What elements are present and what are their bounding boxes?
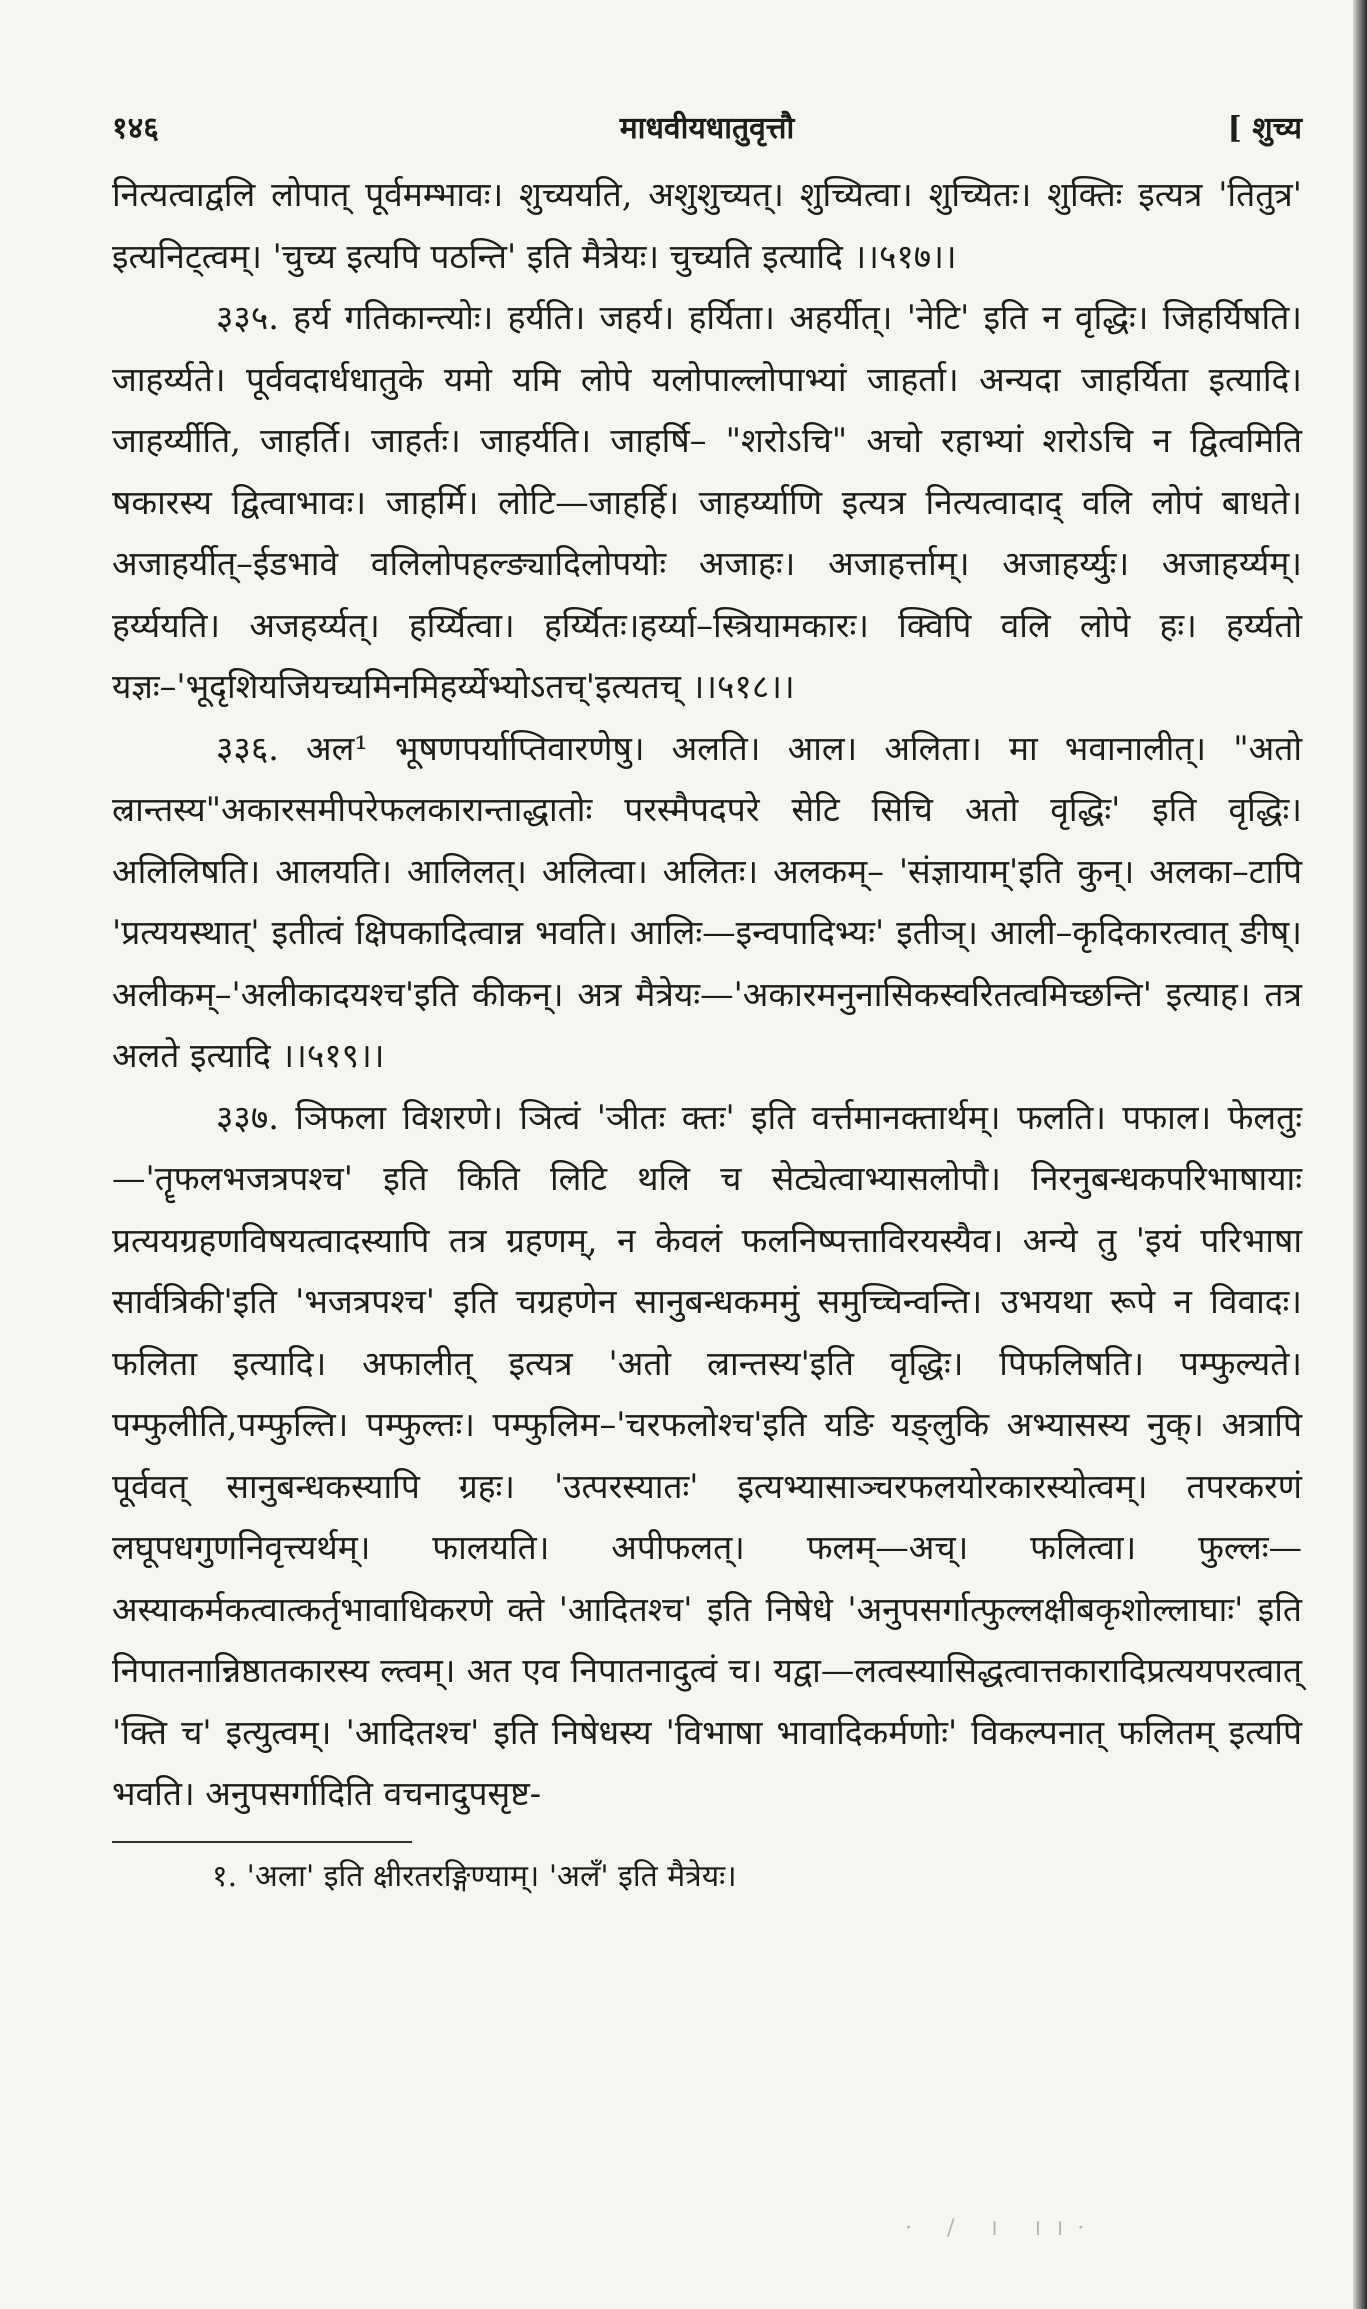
paragraph-entry-337: ३३७. ञिफला विशरणे। ञित्वं 'ञीतः क्तः' इति वर्त्तमानक्तार्थम्। फलति। पफाल। फेलतुः—'तॄफलभजत्रपश्च' इति किति लिटि थलि च सेट्येत्वाभ्यासलोपौ। निरनुबन्धकपरिभाषायाः प्रत्ययग्रहणविषयत्वादस्यापि तत्र ग्रहणम्, न केवलं फलनिष्पत्ताविरयस्यैव। अन्ये तु 'इयं परिभाषा सार्वत्रिकी'इति 'भजत्रपश्च' इति चग्रहणेन सानुबन्धकममुं समुच्चिन्वन्ति। उभयथा रूपे न विवादः। फलिता इत्यादि। अफालीत् इत्यत्र 'अतो ल्रान्तस्य'इति वृद्धिः। पिफलिषति। पम्फुल्यते। पम्फुलीति,पम्फुल्ति। पम्फुल्तः। पम्फुलिम–'चरफलोश्च'इति यङि यङ्लुकि अभ्यासस्य नुक्। अत्रापि पूर्ववत् सानुबन्धकस्यापि ग्रहः। 'उत्परस्यातः' इत्यभ्यासाञ्चरफलयोरकारस्योत्वम्। तपरकरणं लघूपधगुणनिवृत्त्यर्थम्। फालयति। अपीफलत्। फलम्—अच्। फलित्वा। फुल्लः—अस्याकर्मकत्वात्कर्तृभावाधिकरणे क्ते 'आदितश्च' इति निषेधे 'अनुपसर्गात्फुल्लक्षीबकृशोल्लाघाः' इति निपातनान्निष्ठातकारस्य ल्त्वम्। अत एव निपातनादुत्वं च। यद्वा—लत्वस्यासिद्धत्वात्तकारादिप्रत्ययपरत्वात् 'क्ति च' इत्युत्वम्। 'आदितश्च' इति निषेधस्य 'विभाषा भावादिकर्मणोः' विकल्पनात् फलितम् इत्यपि भवति। अनुपसर्गादिति वचनादुपसृष्ट-: [112, 1097, 1302, 1813]
page-number: १४६: [112, 111, 159, 146]
book-page: [112, 100, 1302, 1903]
paragraph-continuation: नित्यत्वाद्वलि लोपात् पूर्वमम्भावः। शुच्ययति, अशुशुच्यत्। शुच्यित्वा। शुच्यितः। शुक्तिः इत्यत्र 'तितुत्र' इत्यनिट्त्वम्। 'चुच्य इत्यपि पठन्ति' इति मैत्रेयः। चुच्यति इत्यादि ।।५१७।।: [112, 175, 1302, 276]
section-marker: [ शुच्य: [1227, 111, 1302, 146]
footnote: १. 'अला' इति क्षीरतरङ्गिण्याम्। 'अलँ' इति मैत्रेयः।: [212, 1858, 737, 1894]
paragraph-entry-336: ३३६. अल¹ भूषणपर्याप्तिवारणेषु। अलति। आल। अलिता। मा भवानालीत्। "अतो ल्रान्तस्य"अकारसमीपरेफलकारान्ताद्धातोः परस्मैपदपरे सेटि सिचि अतो वृद्धिः' इति वृद्धिः। अलिलिषति। आलयति। आलिलत्। अलित्वा। अलितः। अलकम्– 'संज्ञायाम्'इति कुन्। अलका–टापि 'प्रत्ययस्थात्' इतीत्वं क्षिपकादित्वान्न भवति। आलिः—इन्वपादिभ्यः' इतीञ्। आली–कृदिकारत्वात् ङीष्। अलीकम्–'अलीकादयश्च'इति कीकन्। अत्र मैत्रेयः—'अकारमनुनासिकस्वरितत्वमिच्छन्ति' इत्याह। तत्र अलते इत्यादि ।।५१९।।: [112, 728, 1302, 1075]
running-header: [112, 100, 1302, 164]
faint-page-marks: · / । ।।·: [905, 2216, 1099, 2241]
footnote-divider: [112, 1841, 412, 1843]
page-edge-shadow: [1353, 0, 1367, 2309]
body-text: [112, 164, 1302, 1825]
running-title: माधवीयधातुवृत्तौ: [619, 111, 795, 146]
paragraph-entry-335: ३३५. हर्य गतिकान्त्योः। हर्यति। जहर्य। हर्यिता। अहर्यीत्। 'नेटि' इति न वृद्धिः। जिहर्यिषति। जाहर्य्यते। पूर्ववदार्धधातुके यमो यमि लोपे यलोपाल्लोपाभ्यां जाहर्ता। अन्यदा जाहर्यिता इत्यादि। जाहर्य्यीति, जाहर्ति। जाहर्तः। जाहर्यति। जाहर्षि– "शरोऽचि" अचो रहाभ्यां शरोऽचि न द्वित्वमिति षकारस्य द्वित्वाभावः। जाहर्मि। लोटि—जाहर्हि। जाहर्य्याणि इत्यत्र नित्यत्वादाद् वलि लोपं बाधते। अजाहर्यीत्–ईडभावे वलिलोपहल्ङ्यादिलोपयोः अजाहः। अजाहर्त्ताम्। अजाहर्य्युः। अजाहर्य्यम्। हर्य्ययति। अजहर्य्यत्। हर्य्यित्वा। हर्य्यितः।हर्य्या–स्त्रियामकारः। क्विपि वलि लोपे हः। हर्य्यतो यज्ञः–'भूदृशियजियच्यमिनमिहर्य्येभ्योऽतच्'इत्यतच् ।।५१८।।: [112, 298, 1302, 706]
